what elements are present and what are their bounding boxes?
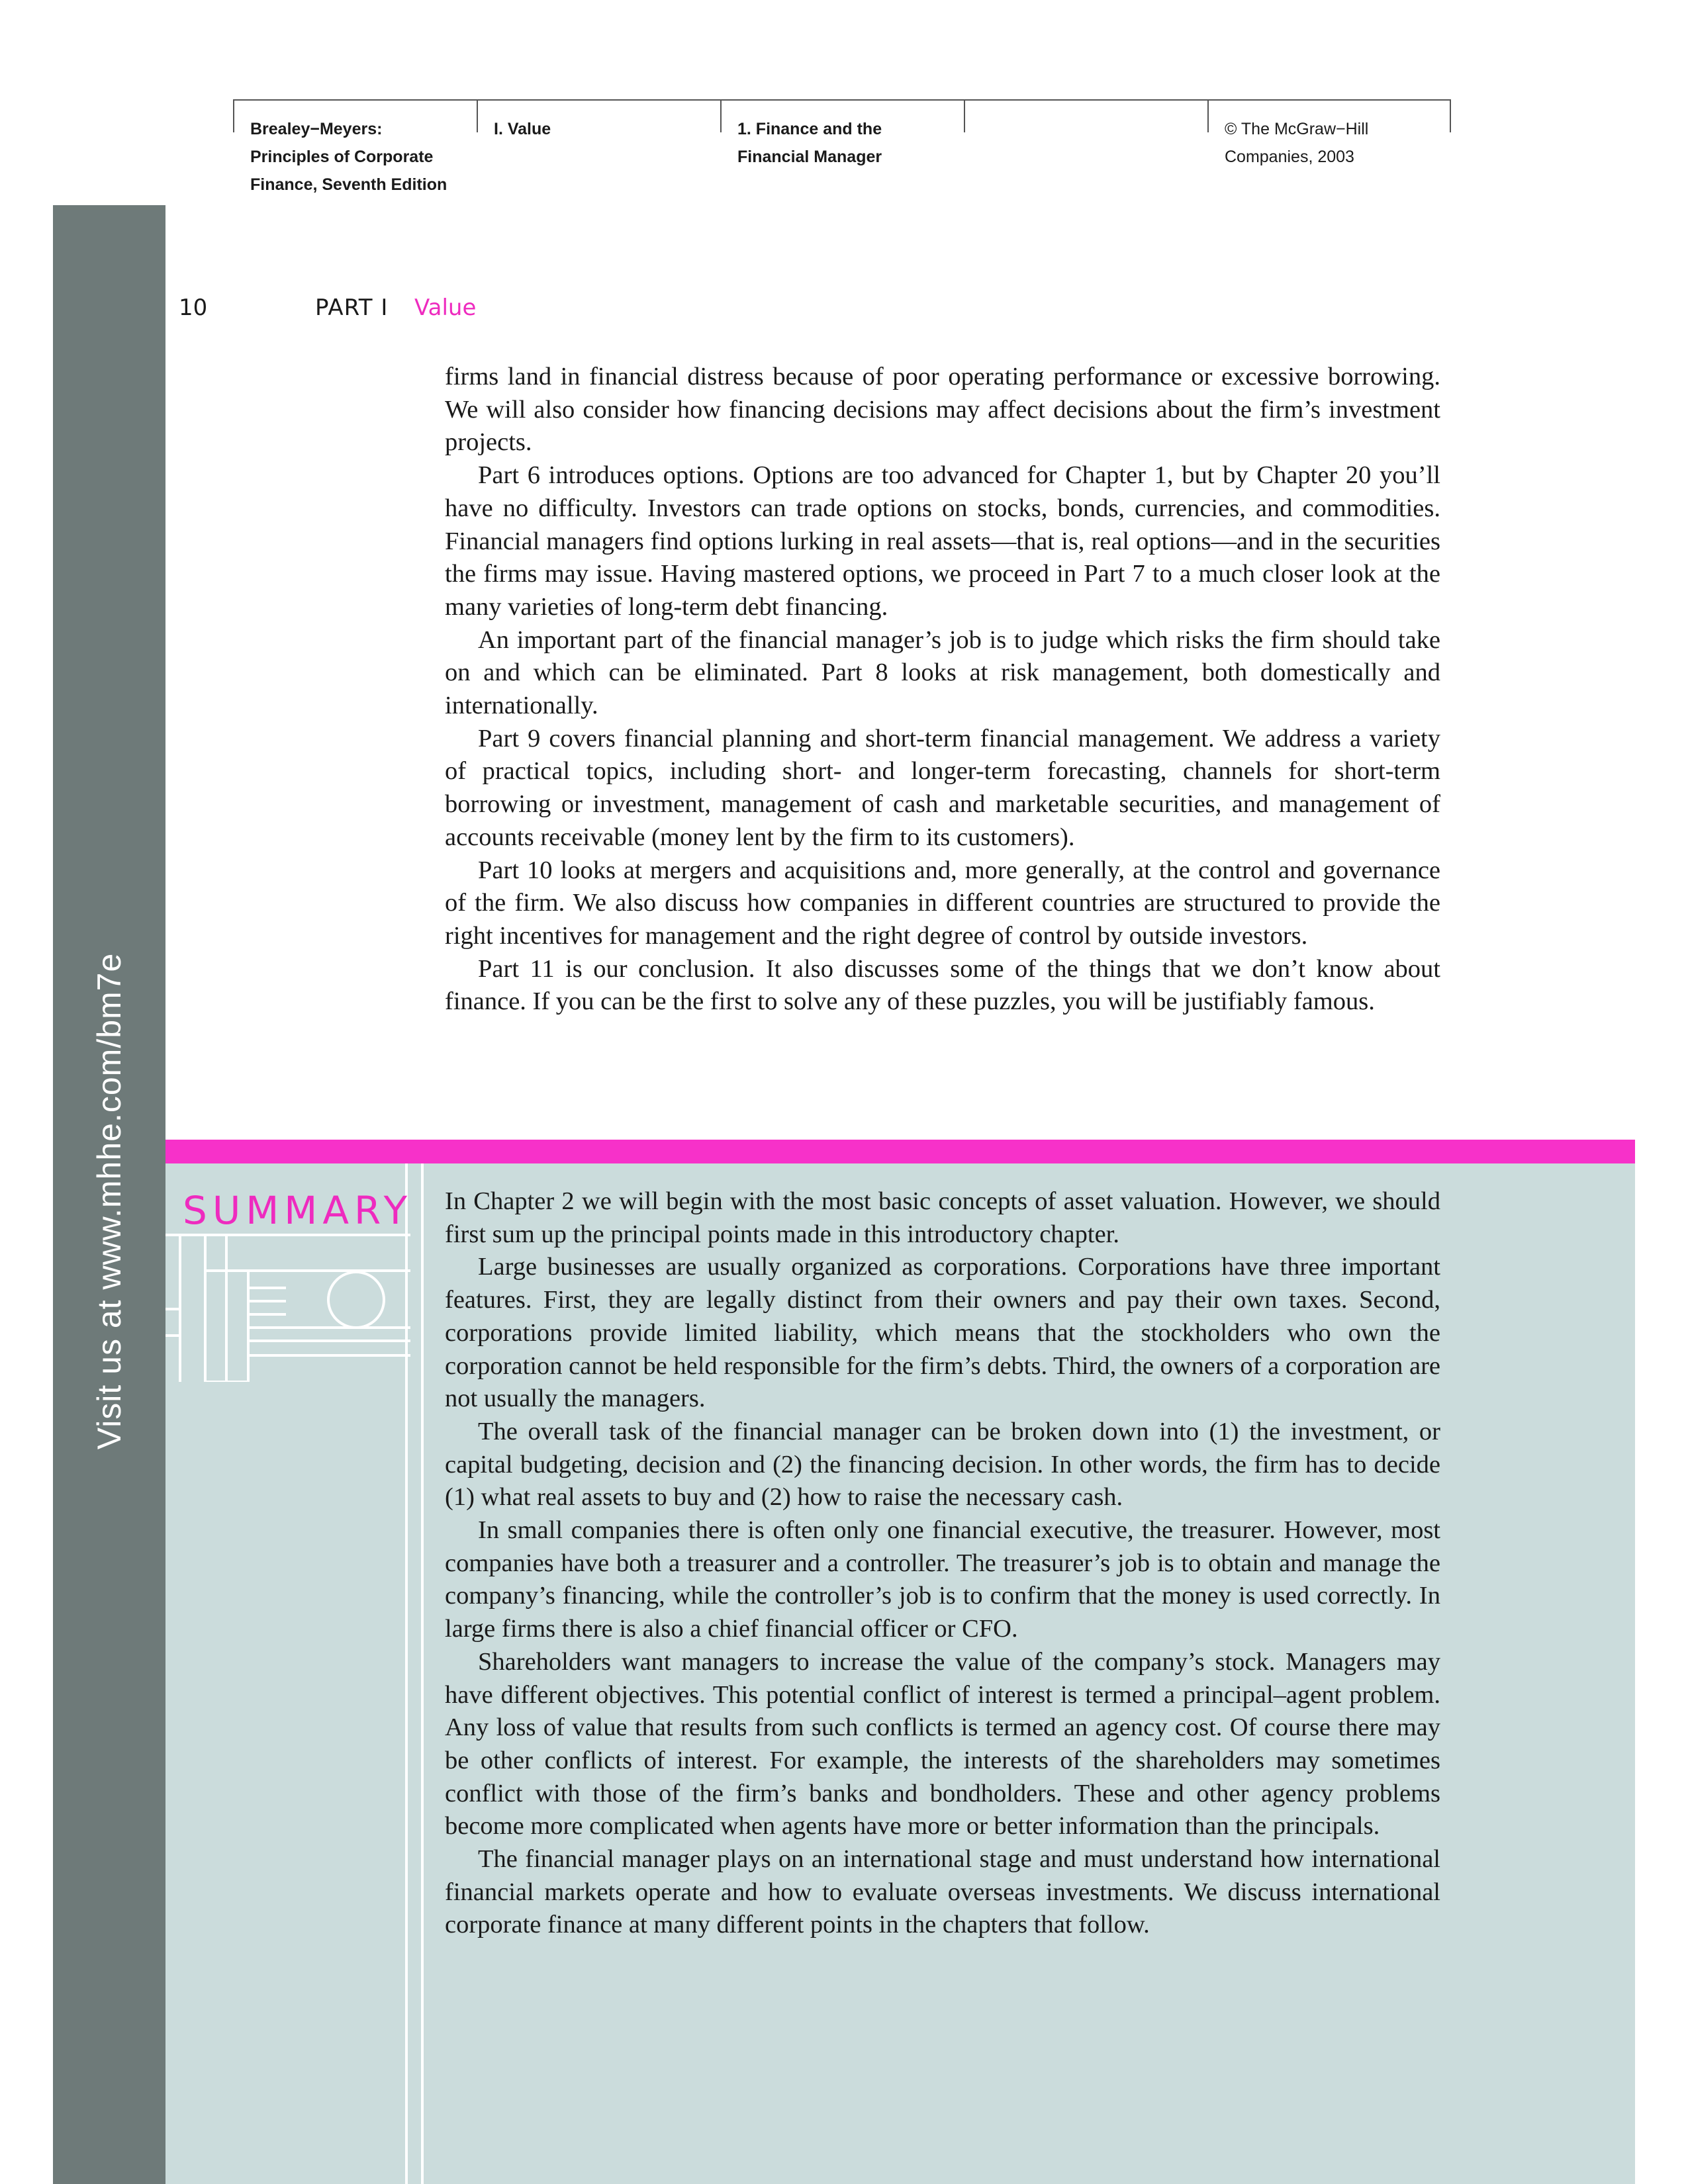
body-paragraph: Part 9 covers financial planning and short-term financial management. We address a variety of practical topics, including short- and longer-term forecasting, channels for short-term borrowing or investment, management of cash and marketable securities, and management of accounts receivable (money lent by the firm to its customers). bbox=[445, 724, 1440, 851]
body-paragraph: Part 10 looks at mergers and acquisitions and, more generally, at the control and governance of the firm. We also discuss how companies in different countries are structured to provide the right incentives for management and the right degree of control by outside investors. bbox=[445, 856, 1440, 950]
summary-heading: SUMMARY bbox=[183, 1188, 413, 1233]
sidebar-url[interactable]: Visit us at www.mhhe.com/bm7e bbox=[91, 952, 128, 1450]
header-part: I. Value bbox=[494, 120, 551, 138]
body-text bbox=[445, 361, 1440, 1019]
body-paragraph: Part 6 introduces options. Options are too advanced for Chapter 1, but by Chapter 20 you’ll have no difficulty. Investors can trade options on stocks, bonds, currencies, and commodities. Financial managers find options lurking in real assets—that is, real options—and in the securities the firms may issue. Having mastered options, we proceed in Part 7 to a much closer look at the many varieties of long-term debt financing. bbox=[445, 461, 1440, 621]
header-chapter: 1. Finance and the Financial Manager bbox=[737, 120, 882, 166]
header-copyright: © The McGraw−Hill Companies, 2003 bbox=[1225, 120, 1369, 166]
summary-paragraph: In small companies there is often only one financial executive, the treasurer. However, most companies have both a treasurer and a controller. The treasurer’s job is to obtain and manage the company’s financing, while the controller’s job is to confirm that the money is used correctly. In large firms there is also a chief financial officer or CFO. bbox=[445, 1516, 1440, 1643]
header-divider bbox=[1450, 101, 1451, 132]
summary-paragraph: Large businesses are usually organized as corporations. Corporations have three important features. First, they are legally distinct from their owners and pay their own taxes. Second, corporations provide limited liability, which means that the stockholders who own the corporation cannot be held responsible for the firm’s debts. Third, the owners of a corporation are not usually the managers. bbox=[445, 1253, 1440, 1413]
body-paragraph: firms land in financial distress because of poor operating performance or excessive borrowing. We will also consider how financing decisions may affect decisions about the firm’s investment projects. bbox=[445, 363, 1440, 457]
summary-paragraph: Shareholders want managers to increase the value of the company’s stock. Managers may have different objectives. This potential conflict of interest is termed a principal–agent problem. Any loss of value that results from such conflicts is termed an agency cost. Of course there may be other conflicts of interest. For example, the interests of the shareholders may sometimes conflict with those of the firm’s banks and bondholders. These and other agency problems become more complicated when agents have more or better information than the principals. bbox=[445, 1647, 1440, 1841]
summary-paragraph: The overall task of the financial manager can be broken down into (1) the investment, or capital budgeting, decision and (2) the financing decision. In other words, the firm has to decide (1) what real assets to buy and (2) how to raise the necessary cash. bbox=[445, 1417, 1440, 1512]
header-divider bbox=[233, 101, 234, 132]
body-paragraph: Part 11 is our conclusion. It also discusses some of the things that we don’t know about finance. If you can be the first to solve any of these puzzles, you will be justifiably famous. bbox=[445, 954, 1440, 1016]
header-divider bbox=[1207, 101, 1209, 132]
part-label: PART I bbox=[315, 295, 389, 321]
summary-paragraph: The financial manager plays on an international stage and must understand how international financial markets operate and how to evaluate overseas investments. We discuss international corporate finance at many different points in the chapters that follow. bbox=[445, 1845, 1440, 1939]
summary-divider-bar bbox=[165, 1140, 1635, 1163]
header-divider bbox=[720, 101, 722, 132]
part-title: Value bbox=[414, 295, 477, 321]
summary-paragraph: In Chapter 2 we will begin with the most basic concepts of asset valuation. However, we should first sum up the principal points made in this introductory chapter. bbox=[445, 1187, 1440, 1248]
running-header-table bbox=[233, 99, 1451, 194]
header-divider bbox=[964, 101, 965, 132]
summary-rule bbox=[421, 1163, 424, 2184]
header-book-title: Brealey−Meyers: Principles of Corporate Finance, Seventh Edition bbox=[250, 120, 447, 194]
page-number: 10 bbox=[179, 295, 208, 321]
summary-text bbox=[445, 1185, 1440, 1942]
summary-decoration-icon bbox=[165, 1230, 410, 1382]
body-paragraph: An important part of the financial manager’s job is to judge which risks the firm should take on and which can be eliminated. Part 8 looks at risk management, both domestically and internationally. bbox=[445, 625, 1440, 720]
header-divider bbox=[477, 101, 478, 132]
